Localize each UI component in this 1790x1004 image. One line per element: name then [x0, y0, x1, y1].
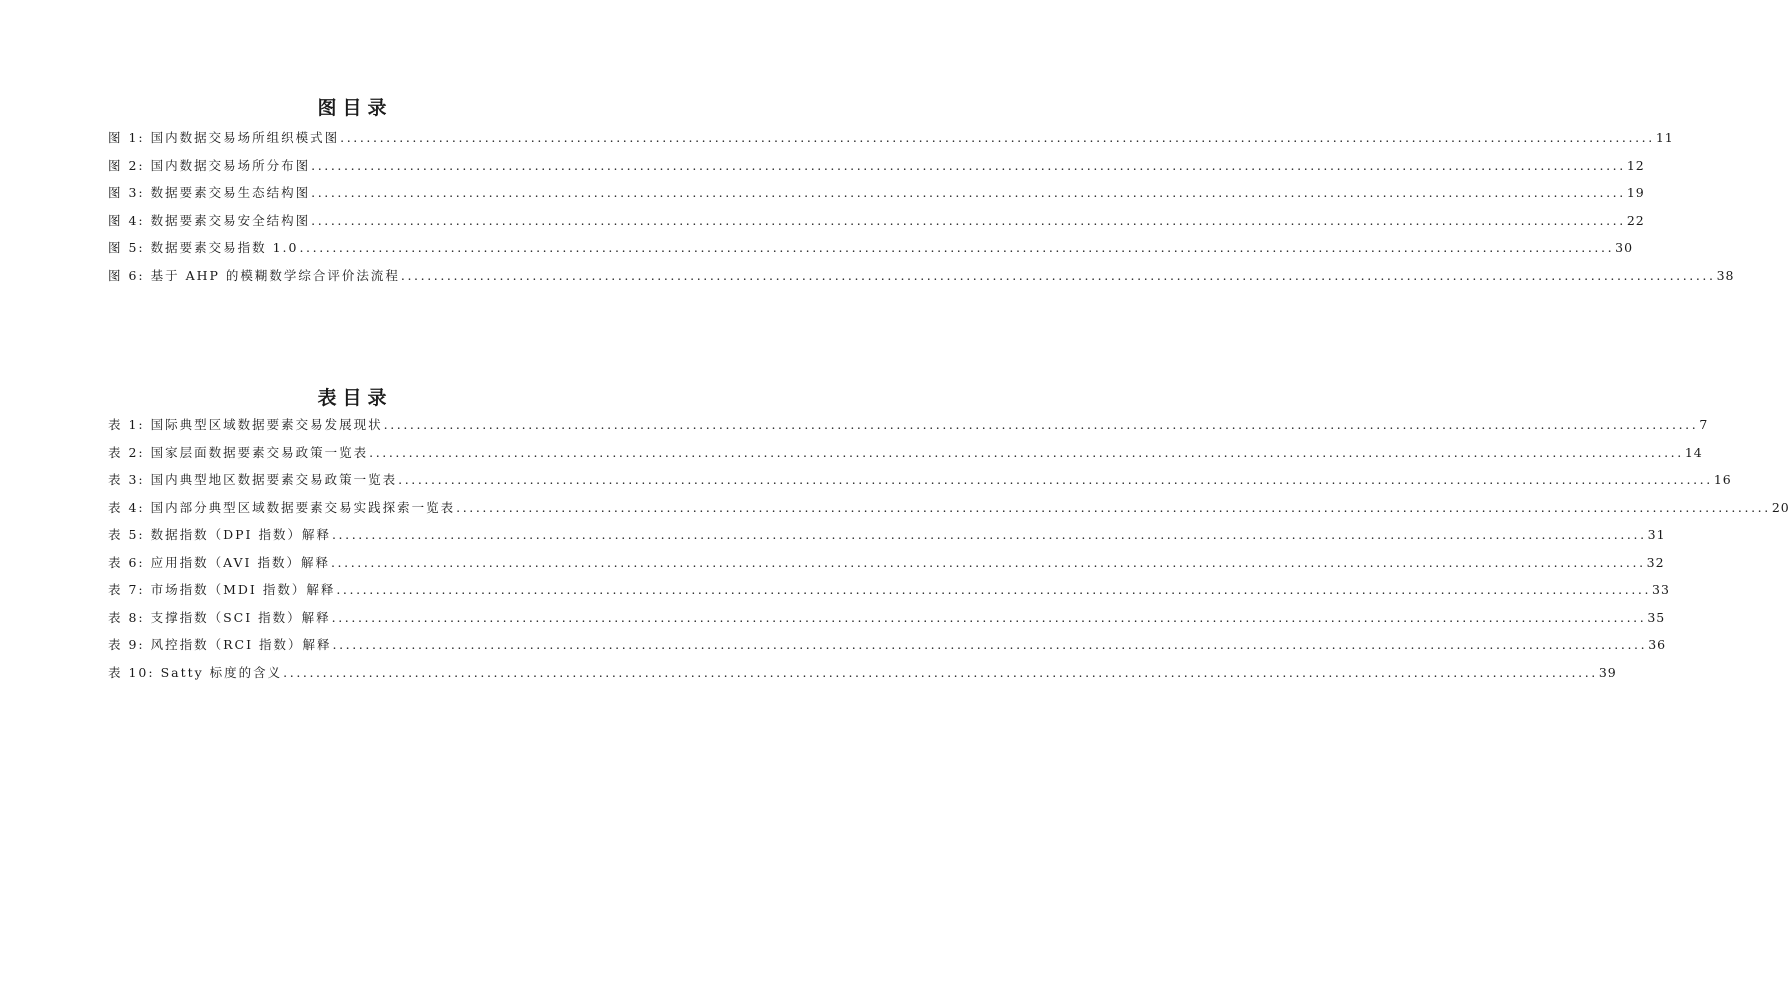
toc-page-number: 33: [1652, 582, 1670, 597]
toc-page-number: 12: [1626, 157, 1645, 173]
toc-dot-leader: ........................................................................................................................................................................................................: [369, 444, 1684, 460]
table-toc-entry[interactable]: [108, 663, 1617, 691]
toc-dot-leader: ........................................................................................................................................................................................................: [299, 240, 1615, 255]
table-toc-entry[interactable]: [108, 415, 1709, 443]
toc-entry-label: 图 5: 数据要素交易指数 1.0: [108, 240, 299, 255]
toc-entry-label: 表 6: 应用指数（AVI 指数）解释: [108, 554, 330, 570]
toc-entry-label: 表 10: Satty 标度的含义: [108, 664, 283, 680]
table-toc-list: [108, 415, 1790, 690]
toc-page-number: 32: [1646, 554, 1665, 570]
toc-page-number: 35: [1647, 609, 1666, 625]
toc-page-number: 36: [1648, 637, 1667, 652]
table-toc-entry[interactable]: [108, 580, 1670, 608]
toc-page-number: 19: [1626, 185, 1645, 200]
toc-page-number: 16: [1713, 472, 1732, 487]
toc-page-number: 39: [1598, 664, 1617, 680]
toc-entry-label: 图 2: 国内数据交易场所分布图: [108, 157, 311, 173]
toc-dot-leader: ........................................................................................................................................................................................................: [311, 212, 1626, 228]
figure-toc-entry[interactable]: [108, 238, 1634, 266]
toc-page-number: 22: [1626, 212, 1645, 228]
toc-dot-leader: ........................................................................................................................................................................................................: [400, 267, 1716, 283]
toc-entry-label: 表 8: 支撑指数（SCI 指数）解释: [108, 609, 331, 625]
toc-entry-label: 表 5: 数据指数（DPI 指数）解释: [108, 527, 331, 542]
toc-entry-label: 图 4: 数据要素交易安全结构图: [108, 212, 311, 228]
toc-dot-leader: ........................................................................................................................................................................................................: [398, 472, 1713, 487]
toc-dot-leader: ........................................................................................................................................................................................................: [331, 527, 1647, 542]
toc-page-number: 14: [1684, 444, 1703, 460]
toc-dot-leader: ........................................................................................................................................................................................................: [456, 499, 1771, 515]
figure-list-title: 图目录: [317, 97, 393, 119]
toc-entry-label: 表 2: 国家层面数据要素交易政策一览表: [108, 444, 369, 460]
table-toc-entry[interactable]: [108, 470, 1732, 498]
toc-dot-leader: ........................................................................................................................................................................................................: [332, 637, 1648, 652]
toc-dot-leader: ........................................................................................................................................................................................................: [340, 130, 1655, 145]
toc-dot-leader: ........................................................................................................................................................................................................: [311, 157, 1626, 173]
table-toc-entry[interactable]: [108, 608, 1666, 636]
toc-page-number: 38: [1716, 267, 1735, 283]
toc-dot-leader: ........................................................................................................................................................................................................: [330, 554, 1646, 570]
toc-dot-leader: ........................................................................................................................................................................................................: [311, 185, 1626, 200]
toc-entry-label: 表 9: 风控指数（RCI 指数）解释: [108, 637, 332, 652]
toc-dot-leader: ........................................................................................................................................................................................................: [331, 609, 1647, 625]
toc-dot-leader: ........................................................................................................................................................................................................: [383, 417, 1699, 432]
toc-page-number: 7: [1699, 417, 1709, 432]
table-toc-entry[interactable]: [108, 498, 1790, 526]
toc-page-number: 20: [1771, 499, 1790, 515]
toc-page-number: 30: [1615, 240, 1634, 255]
table-toc-entry[interactable]: [108, 553, 1665, 581]
toc-dot-leader: ........................................................................................................................................................................................................: [336, 582, 1652, 597]
figure-toc-entry[interactable]: [108, 128, 1674, 156]
figure-toc-list: [108, 128, 1735, 293]
toc-dot-leader: ........................................................................................................................................................................................................: [283, 664, 1598, 680]
table-toc-entry[interactable]: [108, 443, 1703, 471]
toc-entry-label: 表 3: 国内典型地区数据要素交易政策一览表: [108, 472, 398, 487]
toc-page-number: 31: [1647, 527, 1666, 542]
toc-entry-label: 图 1: 国内数据交易场所组织模式图: [108, 130, 340, 145]
figure-toc-entry[interactable]: [108, 266, 1735, 294]
table-toc-entry[interactable]: [108, 635, 1667, 663]
figure-toc-entry[interactable]: [108, 156, 1645, 184]
table-list-title: 表目录: [317, 387, 393, 409]
figure-toc-entry[interactable]: [108, 183, 1645, 211]
table-toc-entry[interactable]: [108, 525, 1666, 553]
toc-entry-label: 表 1: 国际典型区域数据要素交易发展现状: [108, 417, 383, 432]
toc-entry-label: 图 6: 基于 AHP 的模糊数学综合评价法流程: [108, 267, 400, 283]
figure-toc-entry[interactable]: [108, 211, 1645, 239]
toc-page-number: 11: [1655, 130, 1674, 145]
toc-entry-label: 表 7: 市场指数（MDI 指数）解释: [108, 582, 336, 597]
toc-entry-label: 图 3: 数据要素交易生态结构图: [108, 185, 311, 200]
toc-entry-label: 表 4: 国内部分典型区域数据要素交易实践探索一览表: [108, 499, 456, 515]
